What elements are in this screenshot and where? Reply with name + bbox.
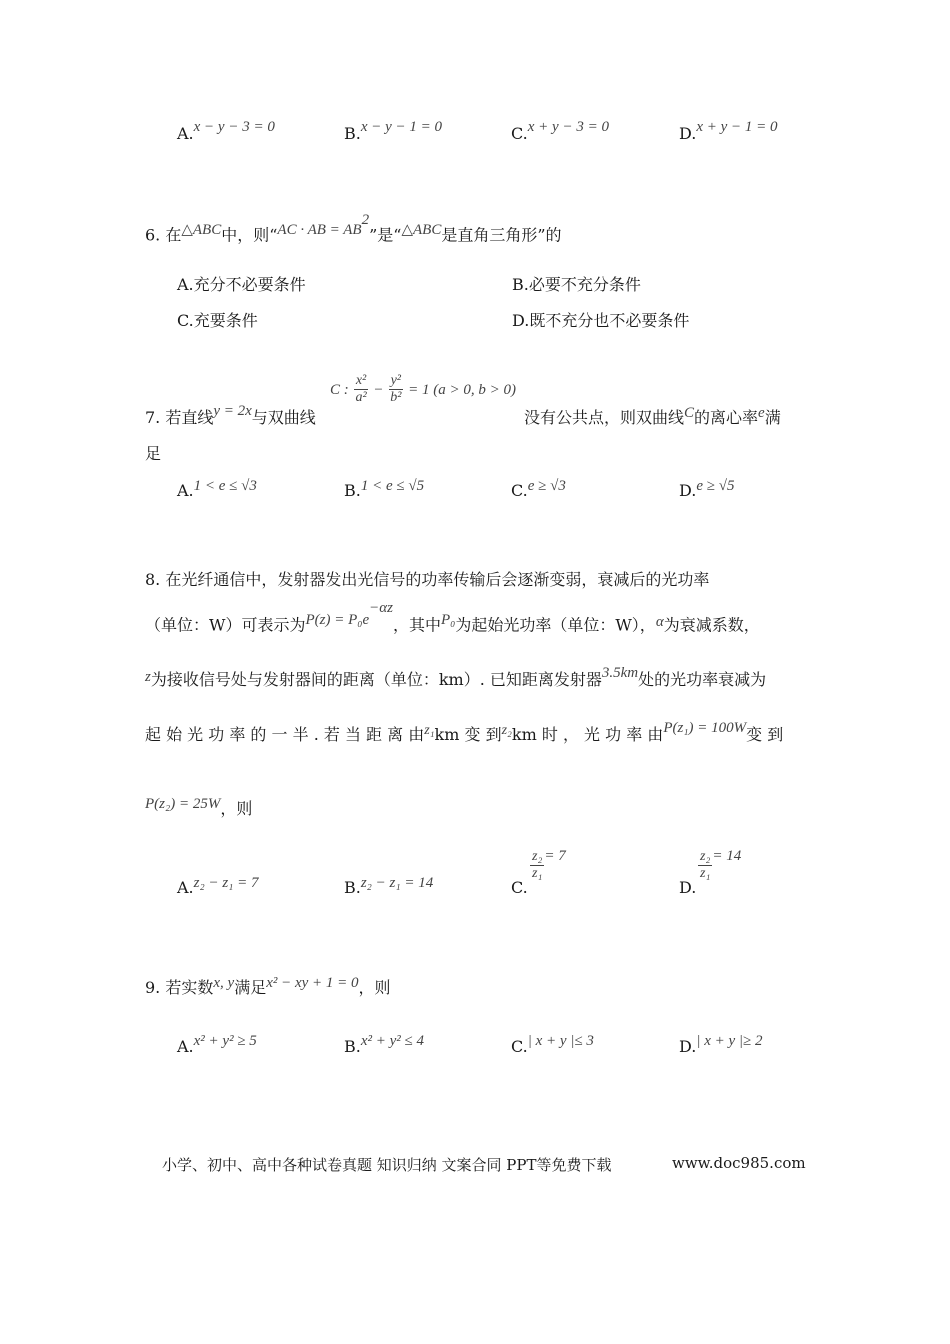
q7-stem-end: 没有公共点，则双曲线C的离心率e满 <box>524 405 781 427</box>
q8-option-d-label: D. <box>679 878 697 897</box>
q7-stem-wrap: 足 <box>145 444 162 463</box>
q7-hyperbola-equation: C : $\frac{\text{x²}}{\text{a²}}$ − $\frac{\text{y²}}{\text{b²}}$ = 1 (a > 0, b > 0) <box>330 373 516 405</box>
q5-option-d: D.x + y − 1 = 0 <box>679 119 778 143</box>
footer-text: 小学、初中、高中各种试卷真题 知识归纳 文案合同 PPT等免费下载 <box>162 1156 612 1174</box>
q5-option-c: C.x + y − 3 = 0 <box>511 119 609 143</box>
q7-option-a: A.1 < e ≤ √3 <box>177 478 257 500</box>
q5-option-c-math: x + y − 3 = 0 <box>527 119 609 135</box>
q8-option-c-math: $\frac{\text{z₂}}{\text{z₁}}$ = 7 <box>532 848 566 881</box>
q9-option-a: A.x² + y² ≥ 5 <box>177 1033 257 1056</box>
q9-option-b: B.x² + y² ≤ 4 <box>344 1033 425 1056</box>
q8-line-3: z为接收信号处与发射器间的距离（单位：km）. 已知距离发射器3.5km处的光功率衰减为 <box>145 665 767 689</box>
q8-line-1: 8. 在光纤通信中，发射器发出光信号的功率传输后会逐渐变弱，衰减后的光功率 <box>145 570 710 589</box>
q5-option-a: A.x − y − 3 = 0 <box>177 119 275 143</box>
q8-line-4: 起 始 光 功 率 的 一 半 . 若 当 距 离 由z₁km 变 到z₂km 时 ， 光 功 率 由P(z₁) = 100W变 到 <box>145 720 784 744</box>
q7-stem-start: 7. 若直线y = 2x与双曲线 <box>145 403 316 427</box>
q8-option-b: B.z₂ − z₁ = 14 <box>344 875 434 897</box>
q8-option-a: A.z₂ − z₁ = 7 <box>177 875 259 897</box>
q5-option-a-math: x − y − 3 = 0 <box>193 119 275 135</box>
q5-option-b-math: x − y − 1 = 0 <box>360 119 443 135</box>
q6-option-a: A.充分不必要条件 <box>177 275 306 294</box>
q8-line-5: P(z₂) = 25W，则 <box>145 796 253 818</box>
q8-line-2: （单位：W）可表示为$P(z) = P_0e^{-\alpha z}$，其中P₀为起始光功率（单位：W），α为衰减系数， <box>145 600 760 635</box>
q8-option-c-label: C. <box>511 878 528 897</box>
q6-option-c: C.充要条件 <box>177 311 258 330</box>
q9-option-d: D.| x + y |≥ 2 <box>679 1033 763 1056</box>
q5-option-d-math: x + y − 1 = 0 <box>696 119 778 135</box>
q6-option-d: D.既不充分也不必要条件 <box>512 311 690 330</box>
q7-option-c: C.e ≥ √3 <box>511 478 566 500</box>
q5-option-b: B.x − y − 1 = 0 <box>344 119 443 143</box>
q9-stem: 9. 若实数x, y满足x² − xy + 1 = 0，则 <box>145 975 391 997</box>
q8-option-d-math: $\frac{\text{z₂}}{\text{z₁}}$ = 14 <box>700 848 742 881</box>
q7-option-d: D.e ≥ √5 <box>679 478 735 500</box>
q6-option-b: B.必要不充分条件 <box>512 275 641 294</box>
q6-stem: 6. 在△ABC中，则“AC · AB = $AB^2$”是“△ABC是直角三角形”的 <box>145 212 562 245</box>
footer-url[interactable]: www.doc985.com <box>672 1154 806 1172</box>
q9-option-c: C.| x + y |≤ 3 <box>511 1033 594 1056</box>
q7-option-b: B.1 < e ≤ √5 <box>344 478 425 500</box>
